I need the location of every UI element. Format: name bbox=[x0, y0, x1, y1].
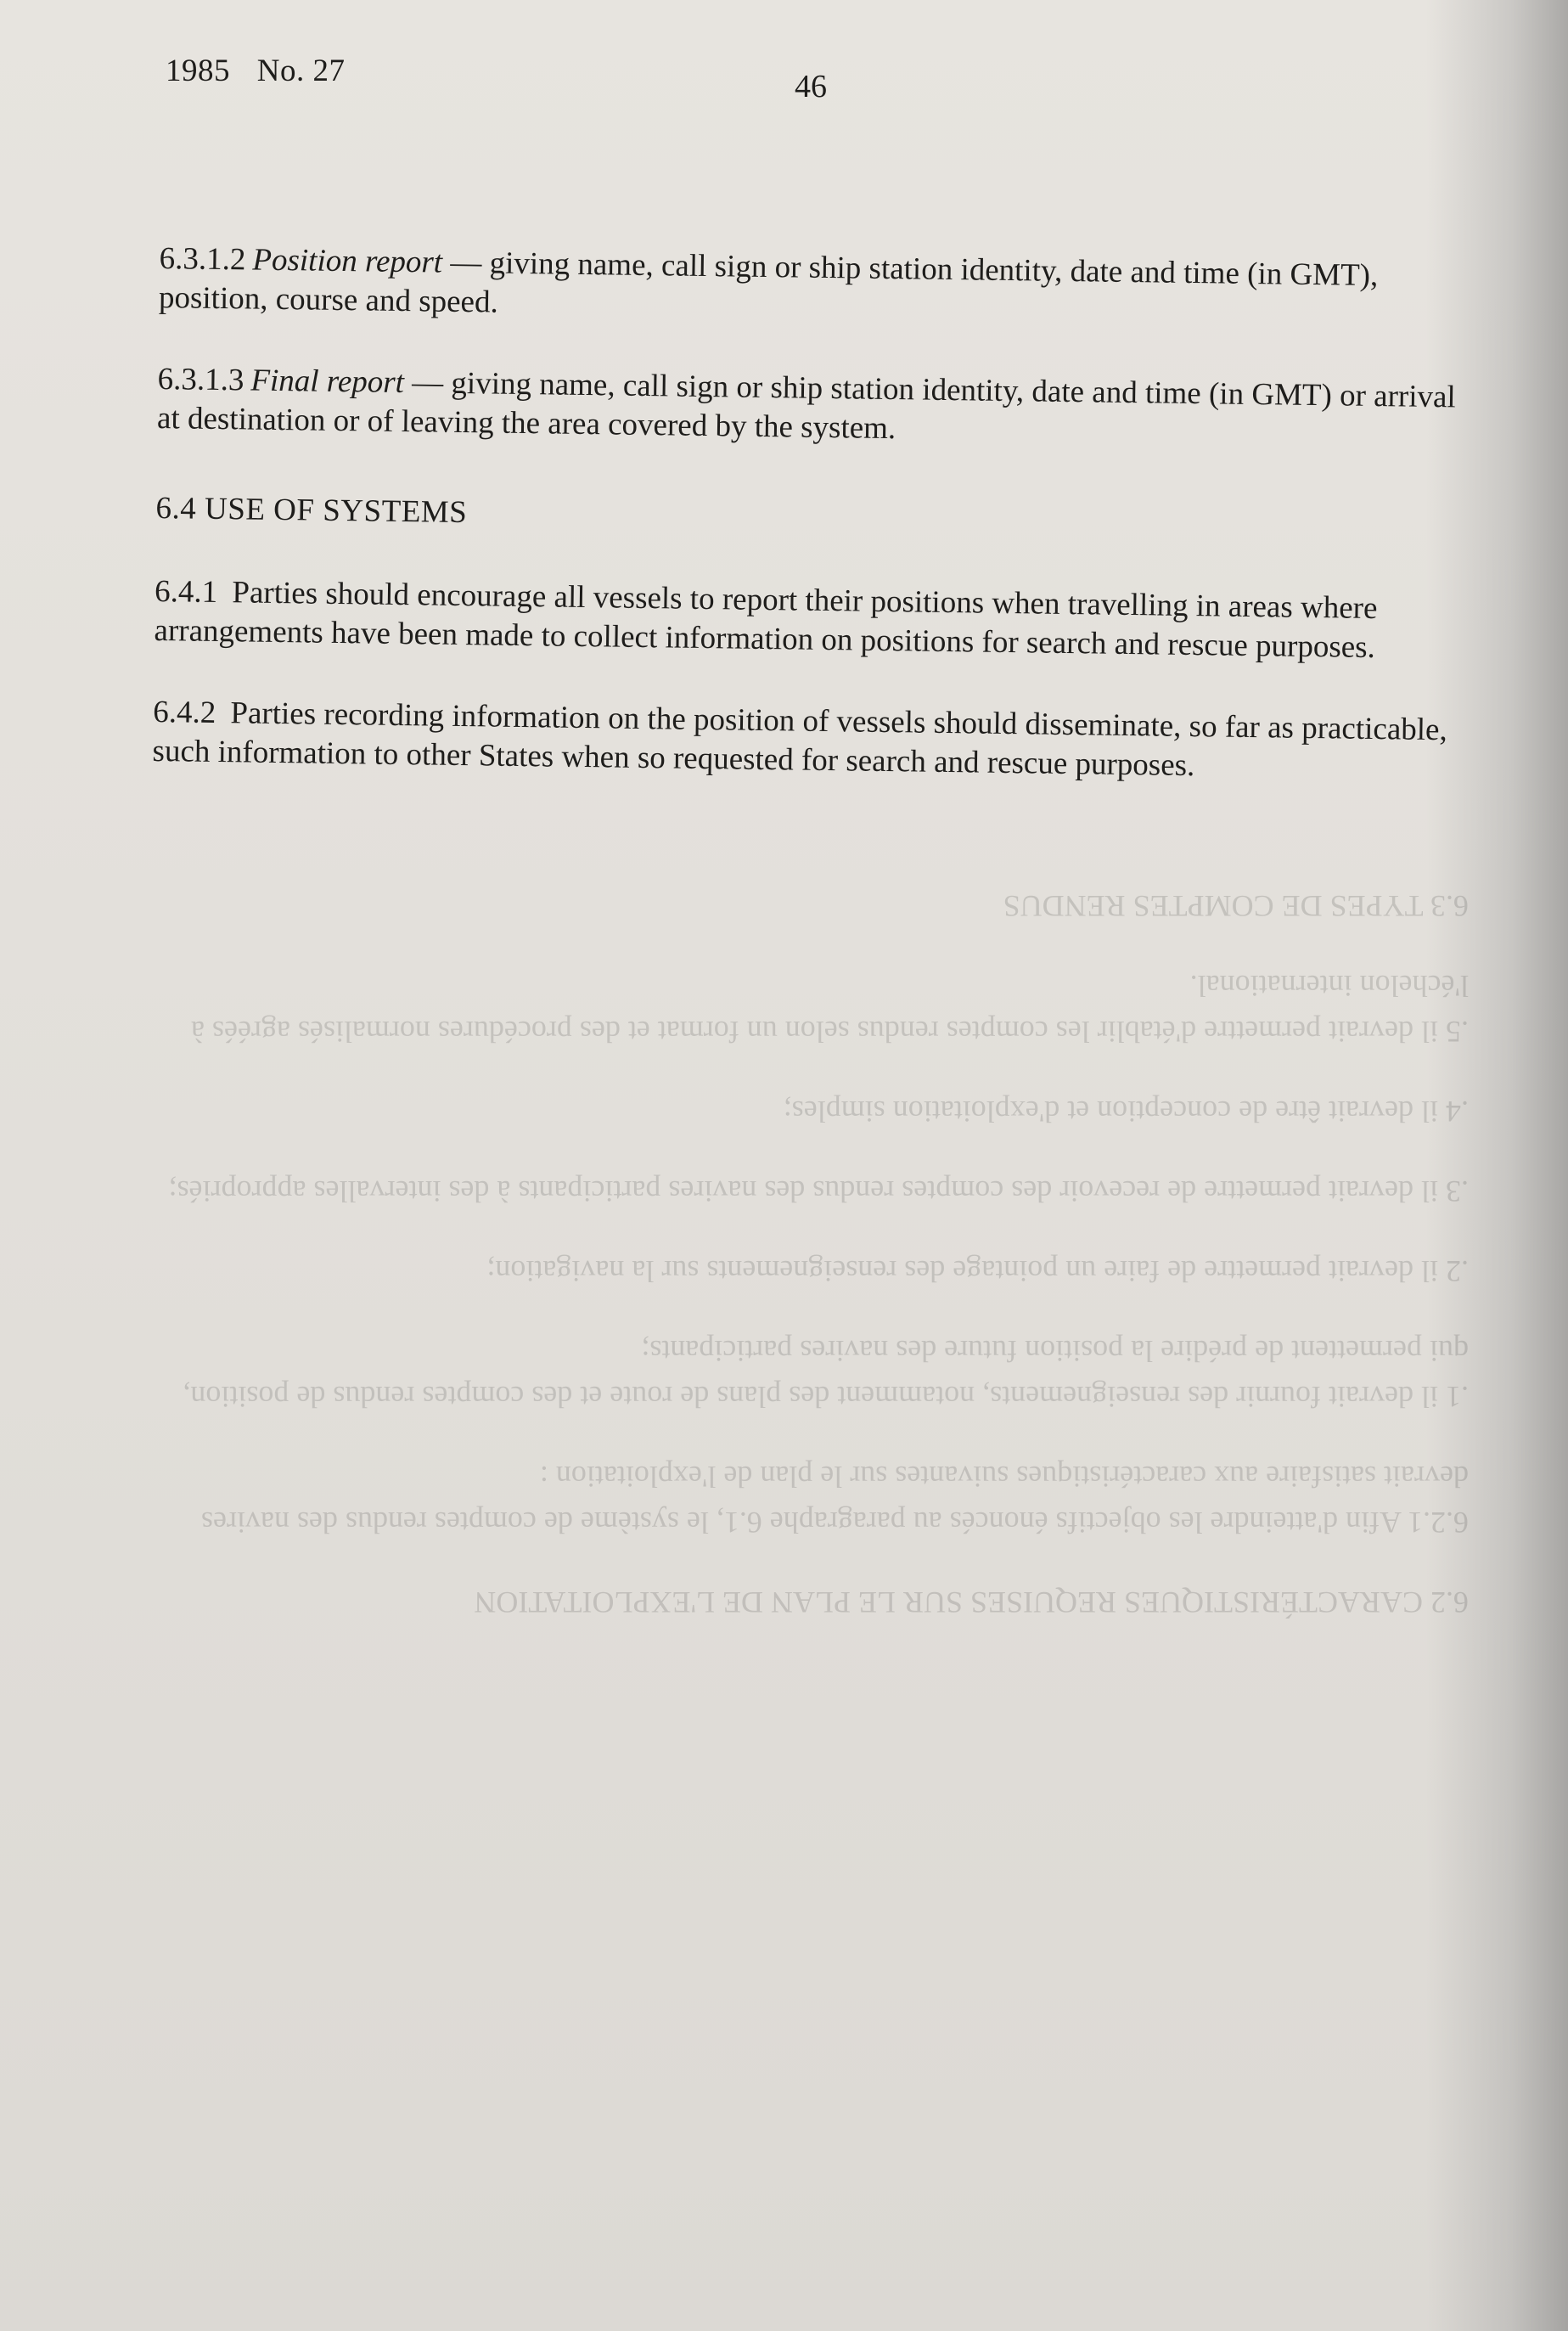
paragraph-6-4-1 bbox=[154, 572, 1453, 668]
paragraph-number: 6.4.2 bbox=[152, 694, 216, 730]
page-number: 46 bbox=[795, 69, 827, 104]
header-number: No. 27 bbox=[256, 53, 346, 88]
bleed-through-text: 6.2 CARACTÉRISTIQUES REQUISES SUR LE PLAN DE L'EXPLOITATION 6.2.1 Afin d'atteindre les objectifs énoncés au paragraphe 6.1, le système de comptes rendus des navires devrait satisfaire aux caractéristiques suivantes sur le plan de l'exploitation : .1 il devrait fournir des renseignements, notamment des plans de route et des comptes rendus de position, qui permettent de prédire la position future des navires participants; .2 il devrait permettre de faire un pointage des renseignements sur la navigation; .3 il devrait permettre de recevoir des comptes rendus des navires participants à des intervalles appropriés; .4 il devrait être de conception et d'exploitation simples; .5 il devrait permettre d'établir les comptes rendus selon un format et des procédures normalisés agréés à l'échelon international. 6.3 TYPES DE COMPTES RENDUS bbox=[168, 889, 1469, 1619]
section-number: 6.3.1.3 bbox=[157, 361, 244, 398]
section-text: — giving name, call sign or ship station identity, date and time (in GMT), position, course and speed. bbox=[158, 245, 1379, 320]
section-final-report bbox=[157, 360, 1457, 456]
paragraph-6-4-2 bbox=[152, 693, 1452, 789]
section-text: — giving name, call sign or ship station identity, date and time (in GMT) or arrival at destination or of leaving the area covered by the system. bbox=[156, 365, 1457, 447]
header-year: 1985 bbox=[166, 53, 230, 88]
section-title: Position report bbox=[252, 242, 443, 280]
running-header bbox=[166, 53, 363, 89]
paragraph-text: Parties should encourage all vessels to report their positions when travelling in areas where arrangements have been made to collect information on positions for search and rescue purposes. bbox=[154, 575, 1378, 666]
paragraph-text: Parties recording information on the position of vessels should disseminate, so far as practicable, such information to other States when so requested for search and rescue purposes. bbox=[152, 695, 1448, 784]
section-heading: 6.4 USE OF SYSTEMS bbox=[155, 490, 468, 531]
section-title: Final report bbox=[250, 363, 405, 401]
section-number: 6.3.1.2 bbox=[159, 240, 246, 278]
main-content bbox=[152, 239, 1458, 831]
section-position-report bbox=[159, 239, 1458, 335]
paragraph-number: 6.4.1 bbox=[154, 573, 218, 610]
